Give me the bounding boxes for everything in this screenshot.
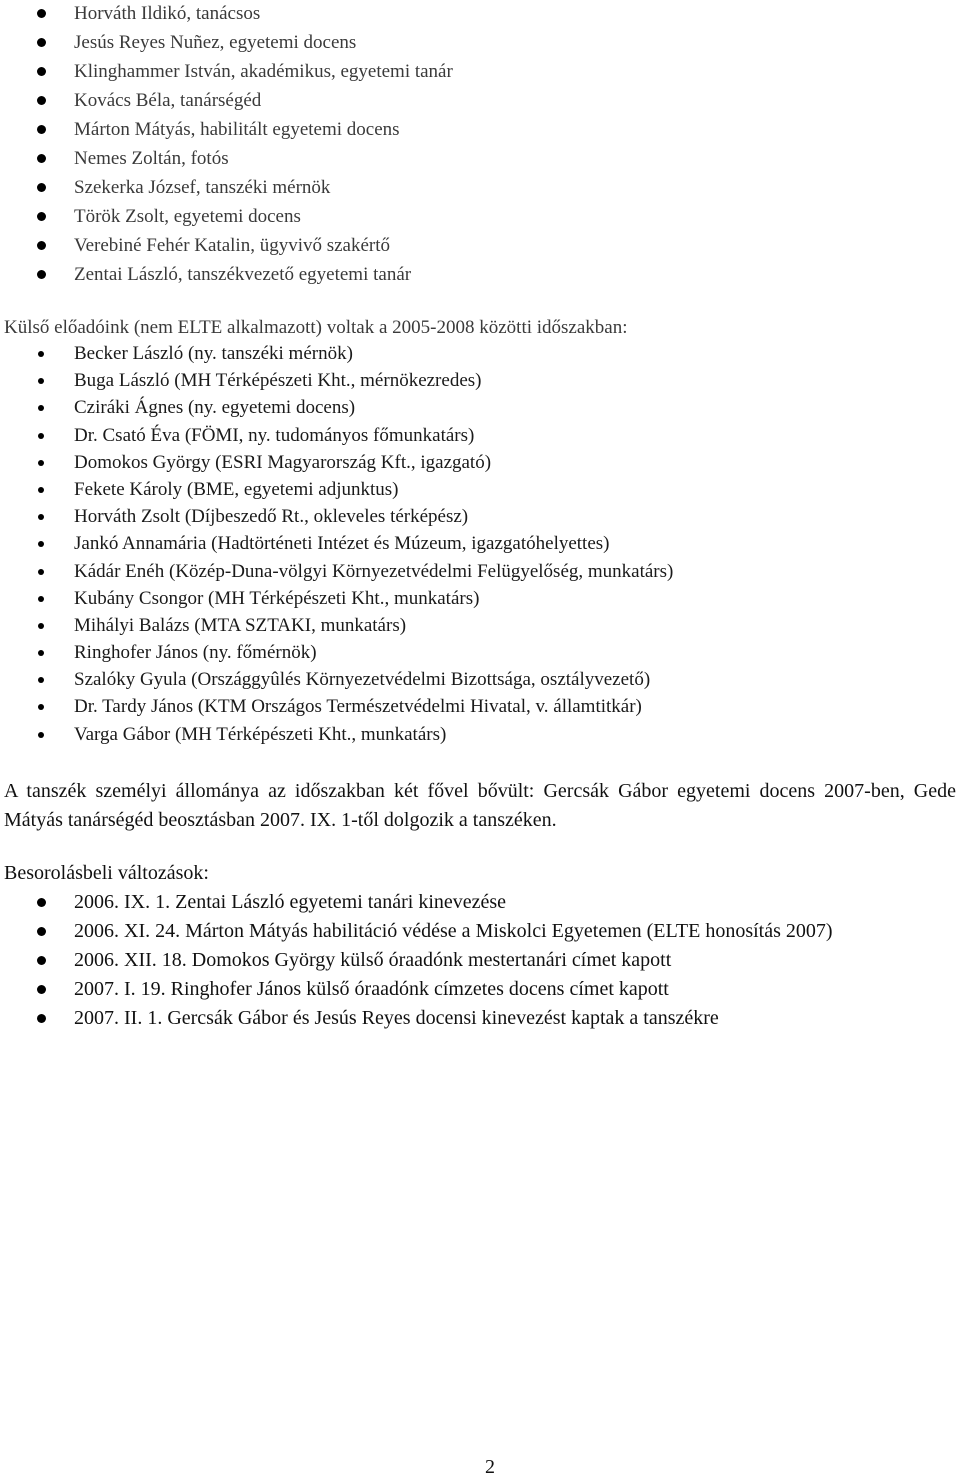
bullet-icon [37, 183, 46, 192]
bullet-icon [37, 898, 46, 907]
bullet-icon [38, 433, 44, 439]
list-item: Fekete Károly (BME, egyetemi adjunktus) [0, 476, 960, 503]
bullet-icon [38, 596, 44, 602]
classification-heading: Besorolásbeli változások: [4, 862, 209, 884]
list-item: Jankó Annamária (Hadtörténeti Intézet és Múzeum, igazgatóhelyettes) [0, 530, 960, 557]
list-item: Kubány Csongor (MH Térképészeti Kht., munkatárs) [0, 585, 960, 612]
bullet-icon [37, 985, 46, 994]
list-item: Becker László (ny. tanszéki mérnök) [0, 340, 960, 367]
list-item: Horváth Zsolt (Díjbeszedő Rt., okleveles térképész) [0, 503, 960, 530]
bullet-icon [38, 623, 44, 629]
bullet-icon [37, 38, 46, 47]
list-item: Klinghammer István, akadémikus, egyetemi tanár [0, 57, 960, 86]
list-item: 2007. II. 1. Gercsák Gábor és Jesús Reyes docensi kinevezést kaptak a tanszékre [0, 1004, 960, 1033]
list-item: 2006. XII. 18. Domokos György külső óraadónk mestertanári címet kapott [0, 946, 960, 975]
bullet-icon [37, 154, 46, 163]
list-item: Kádár Enéh (Közép-Duna-völgyi Környezetvédelmi Felügyelőség, munkatárs) [0, 558, 960, 585]
bullet-icon [37, 96, 46, 105]
bullet-icon [38, 704, 44, 710]
bullet-icon [38, 541, 44, 547]
internal-staff-list [0, 0, 960, 289]
staff-change-paragraph: A tanszék személyi állománya az időszakban két fővel bővült: Gercsák Gábor egyetemi docens 2007-ben, Gede Mátyás tanárségéd beosztásban 2007. IX. 1-től dolgozik a tanszéken. [4, 780, 956, 831]
external-lecturers-list [0, 340, 960, 748]
list-item: Horváth Ildikó, tanácsos [0, 0, 960, 28]
list-item: Jesús Reyes Nuñez, egyetemi docens [0, 28, 960, 57]
bullet-icon [37, 212, 46, 221]
list-item: 2006. IX. 1. Zentai László egyetemi tanári kinevezése [0, 888, 960, 917]
list-item: Ringhofer János (ny. főmérnök) [0, 639, 960, 666]
list-item: Szalóky Gyula (Országgyûlés Környezetvédelmi Bizottsága, osztályvezető) [0, 666, 960, 693]
list-item: Buga László (MH Térképészeti Kht., mérnökezredes) [0, 367, 960, 394]
bullet-icon [37, 270, 46, 279]
bullet-icon [37, 927, 46, 936]
bullet-icon [37, 125, 46, 134]
bullet-icon [38, 487, 44, 493]
bullet-icon [38, 569, 44, 575]
classification-changes-list [0, 888, 960, 1033]
list-item: Cziráki Ágnes (ny. egyetemi docens) [0, 394, 960, 421]
list-item: Zentai László, tanszékvezető egyetemi tanár [0, 260, 960, 289]
external-lecturers-intro: Külső előadóink (nem ELTE alkalmazott) voltak a 2005-2008 közötti időszakban: [4, 317, 628, 338]
list-item: Kovács Béla, tanárségéd [0, 86, 960, 115]
list-item: Szekerka József, tanszéki mérnök [0, 173, 960, 202]
list-item: Nemes Zoltán, fotós [0, 144, 960, 173]
list-item: Domokos György (ESRI Magyarország Kft., igazgató) [0, 449, 960, 476]
list-item: Verebiné Fehér Katalin, ügyvivő szakértő [0, 231, 960, 260]
bullet-icon [38, 650, 44, 656]
bullet-icon [37, 956, 46, 965]
bullet-icon [37, 241, 46, 250]
list-item: Török Zsolt, egyetemi docens [0, 202, 960, 231]
list-item: Márton Mátyás, habilitált egyetemi docens [0, 115, 960, 144]
list-item: 2006. XI. 24. Márton Mátyás habilitáció védése a Miskolci Egyetemen (ELTE honosítás 2007) [0, 917, 960, 946]
bullet-icon [38, 732, 44, 738]
bullet-icon [38, 405, 44, 411]
bullet-icon [37, 1014, 46, 1023]
list-item: Dr. Csató Éva (FÖMI, ny. tudományos főmunkatárs) [0, 422, 960, 449]
bullet-icon [38, 514, 44, 520]
bullet-icon [38, 378, 44, 384]
list-item: Dr. Tardy János (KTM Országos Természetvédelmi Hivatal, v. államtitkár) [0, 693, 960, 720]
bullet-icon [37, 9, 46, 18]
bullet-icon [38, 351, 44, 357]
bullet-icon [38, 677, 44, 683]
bullet-icon [38, 460, 44, 466]
list-item: Mihályi Balázs (MTA SZTAKI, munkatárs) [0, 612, 960, 639]
list-item: 2007. I. 19. Ringhofer János külső óraadónk címzetes docens címet kapott [0, 975, 960, 1004]
list-item: Varga Gábor (MH Térképészeti Kht., munkatárs) [0, 721, 960, 748]
page-number: 2 [485, 1456, 495, 1478]
bullet-icon [37, 67, 46, 76]
